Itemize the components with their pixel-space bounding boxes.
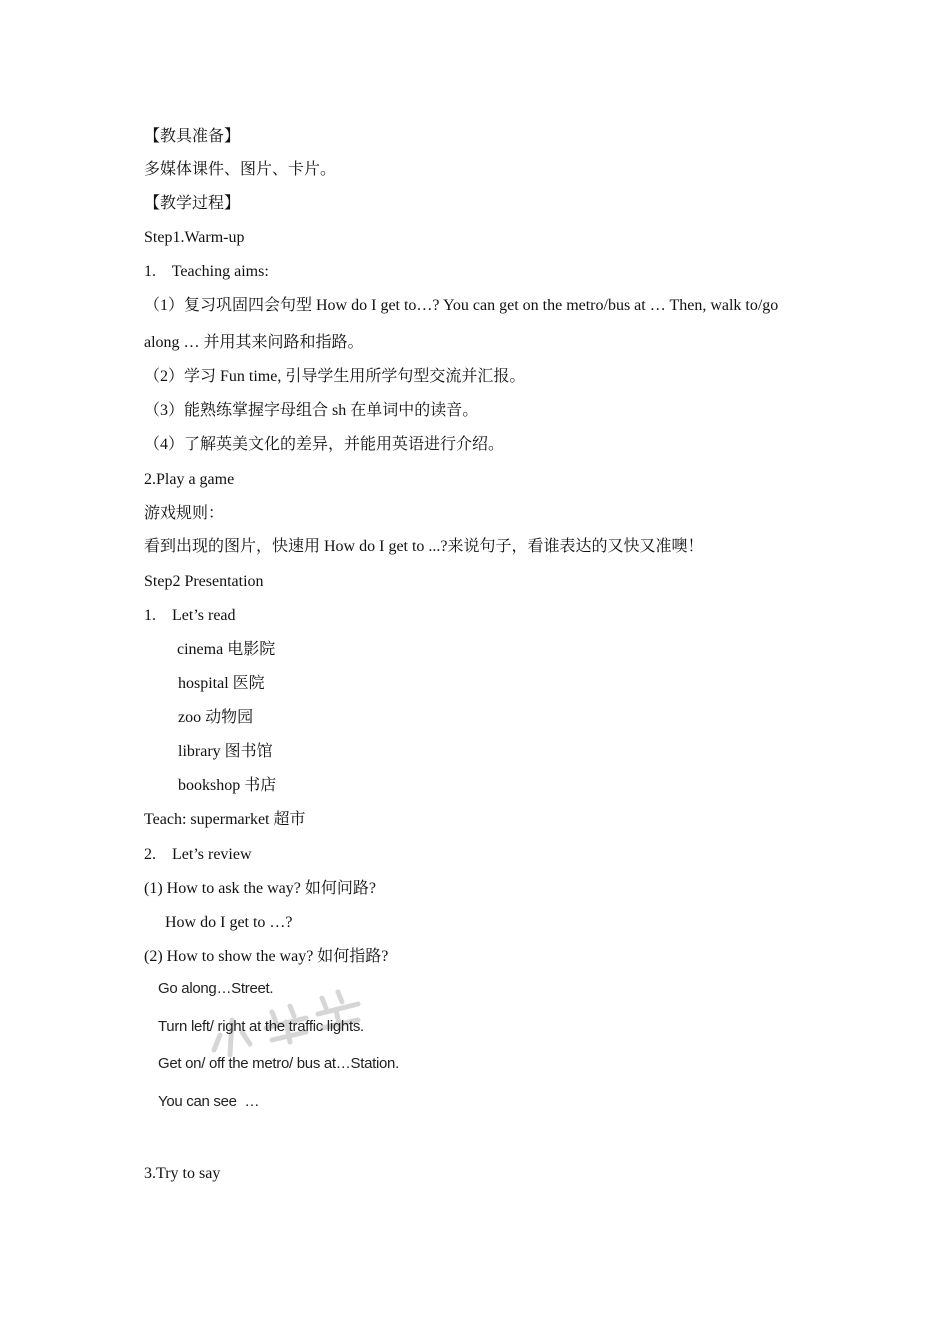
image-text-line: You can see … — [158, 1093, 260, 1110]
aim-1-line-2: along … 并用其来问路和指路。 — [144, 334, 364, 351]
heading-teaching-process: 【教学过程】 — [144, 195, 241, 212]
game-rules-text: 看到出现的图片，快速用 How do I get to ...?来说句子，看谁表达的又快又准噢！ — [144, 538, 704, 555]
lets-review-heading: 2. Let’s review — [144, 846, 252, 863]
aim-2: （2）学习 Fun time, 引导学生用所学句型交流并汇报。 — [144, 368, 526, 385]
ask-way-example: How do I get to …? — [165, 914, 293, 931]
teaching-aims-heading: 1. Teaching aims: — [144, 263, 269, 280]
show-way-image — [148, 970, 438, 1120]
teaching-aids-text: 多媒体课件、图片、卡片。 — [144, 161, 337, 178]
aim-1-line-1: （1）复习巩固四会句型 How do I get to…? You can get on the metro/bus at … Then, walk to/go — [144, 297, 779, 314]
step1-heading: Step1.Warm-up — [144, 229, 245, 246]
vocab-word: hospital 医院 — [178, 675, 265, 692]
show-way-question: (2) How to show the way? 如何指路? — [144, 948, 389, 965]
vocab-word: zoo 动物园 — [178, 709, 254, 726]
vocab-word: library 图书馆 — [178, 743, 273, 760]
try-to-say-heading: 3.Try to say — [144, 1165, 221, 1182]
aim-3: （3）能熟练掌握字母组合 sh 在单词中的读音。 — [144, 402, 479, 419]
vocab-word: cinema 电影院 — [177, 641, 276, 658]
heading-teaching-aids: 【教具准备】 — [144, 128, 241, 145]
aim-4: （4）了解英美文化的差异，并能用英语进行介绍。 — [144, 436, 505, 453]
step2-heading: Step2 Presentation — [144, 573, 264, 590]
ask-way-question: (1) How to ask the way? 如何问路? — [144, 880, 376, 897]
play-game-heading: 2.Play a game — [144, 471, 235, 488]
game-rules-label: 游戏规则： — [144, 505, 225, 522]
image-text-line: Go along…Street. — [158, 980, 274, 997]
image-text-line: Turn left/ right at the traffic lights. — [158, 1018, 364, 1035]
teach-line: Teach: supermarket 超市 — [144, 811, 306, 828]
image-text-line: Get on/ off the metro/ bus at…Station. — [158, 1055, 399, 1072]
lets-read-heading: 1. Let’s read — [144, 607, 236, 624]
vocab-word: bookshop 书店 — [178, 777, 277, 794]
